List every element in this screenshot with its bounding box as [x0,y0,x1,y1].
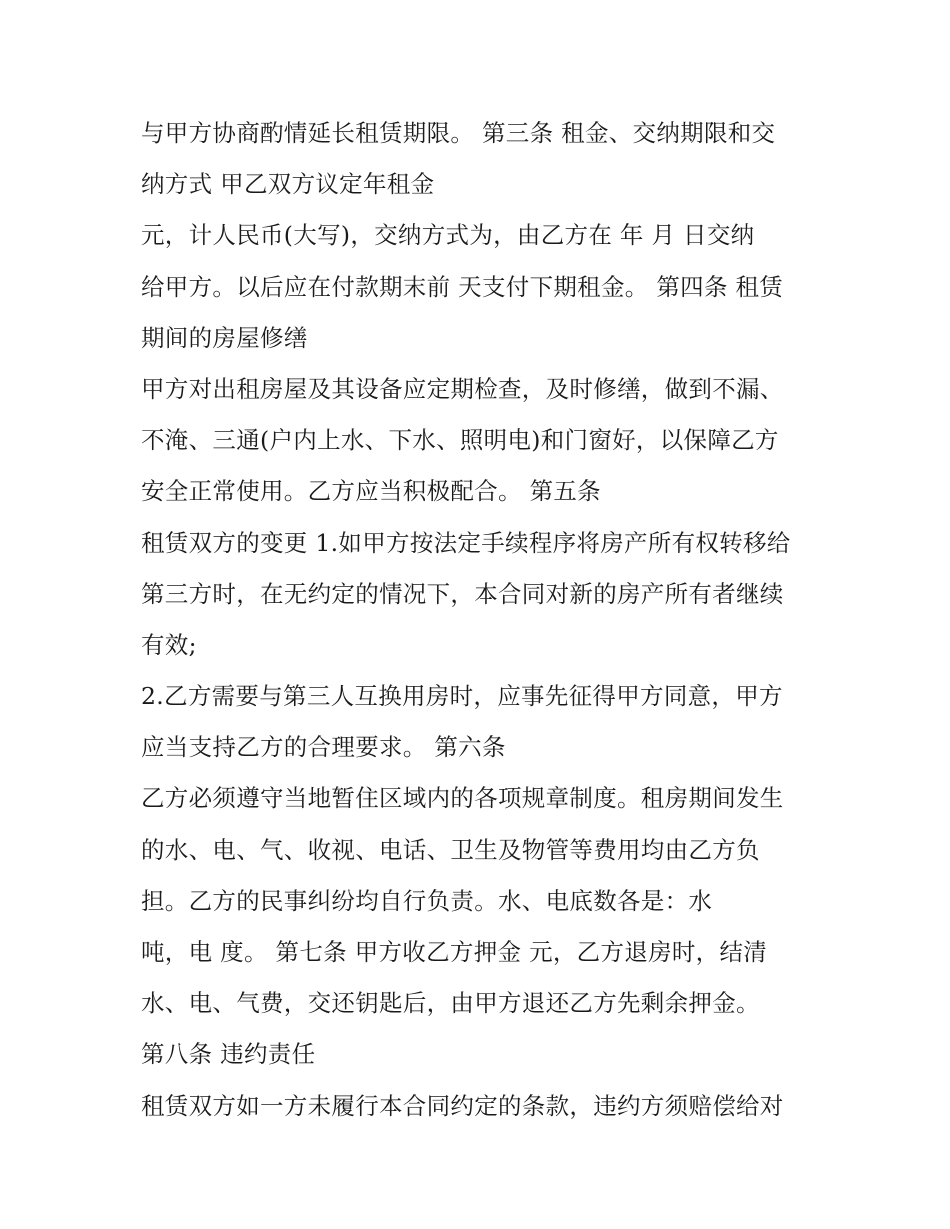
text-line-13: 应当支持乙方的合理要求。 第六条 [141,733,506,762]
text-line-2: 纳方式 甲乙双方议定年租金 [141,170,435,199]
contract-body-text [141,108,821,1132]
text-line-4: 给甲方。以后应在付款期末前 天支付下期租金。 第四条 租赁 [141,272,784,301]
text-line-16: 担。乙方的民事纠纷均自行负责。水、电底数各是：水 [141,886,713,915]
text-line-6: 甲方对出租房屋及其设备应定期检查，及时修缮，做到不漏、 [141,374,784,403]
text-line-8: 安全正常使用。乙方应当积极配合。 第五条 [141,477,601,506]
text-line-1: 与甲方协商酌情延长租赁期限。 第三条 租金、交纳期限和交 [141,119,776,147]
text-line-20: 租赁双方如一方未履行本合同约定的条款，违约方须赔偿给对 [141,1091,784,1120]
text-line-5: 期间的房屋修缮 [141,323,308,352]
text-line-11: 有效; [141,630,197,659]
text-line-19: 第八条 违约责任 [141,1040,316,1069]
text-line-14: 乙方必须遵守当地暂住区域内的各项规章制度。租房期间发生 [141,784,784,813]
text-line-12: 2.乙方需要与第三人互换用房时，应事先征得甲方同意，甲方 [141,682,783,711]
text-line-15: 的水、电、气、收视、电话、卫生及物管等费用均由乙方负 [141,835,760,864]
text-line-9: 租赁双方的变更 1.如甲方按法定手续程序将房产所有权转移给 [141,528,791,557]
text-line-17: 吨，电 度。 第七条 甲方收乙方押金 元，乙方退房时，结清 [141,938,768,966]
text-line-7: 不淹、三通(户内上水、下水、照明电)和门窗好，以保障乙方 [141,426,779,455]
text-line-18: 水、电、气费，交还钥匙后，由甲方退还乙方先剩余押金。 [141,989,760,1018]
text-line-3: 元，计人民币(大写)，交纳方式为，由乙方在 年 月 日交纳 [141,221,755,250]
text-line-10: 第三方时，在无约定的情况下，本合同对新的房产所有者继续 [141,579,784,608]
